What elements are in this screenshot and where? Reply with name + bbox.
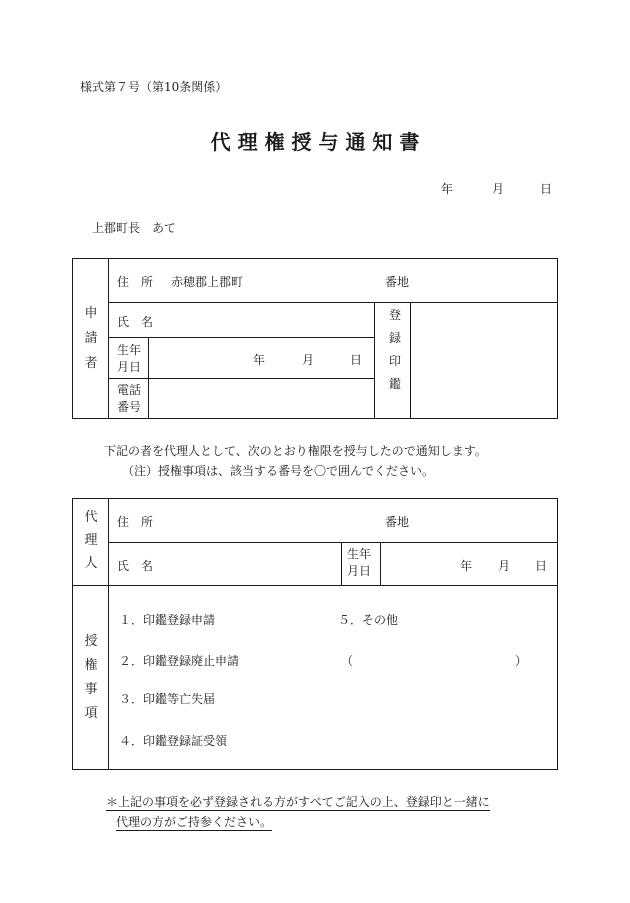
applicant-section-char: 者 — [84, 356, 98, 371]
applicant-address-label: 住 所 — [117, 275, 154, 289]
agent-banchi-label: 番地 — [385, 515, 410, 529]
authority-item: ２．印鑑登録廃止申請 — [119, 654, 240, 668]
agent-section-char: 代 — [84, 510, 98, 525]
authority-item: ３．印鑑等亡失届 — [119, 692, 216, 706]
authority-section-char: 項 — [84, 706, 98, 721]
footer-note-line-2 — [116, 813, 272, 830]
seal-label-char: 印 — [388, 354, 401, 368]
agent-table — [72, 498, 558, 770]
page-title: 代 理 権 授 与 通 知 書 — [210, 130, 420, 154]
seal-label-char: 録 — [388, 331, 401, 345]
applicant-birth-month: 月 — [302, 353, 315, 367]
authority-section-char: 事 — [84, 682, 98, 697]
authority-section-label — [83, 635, 99, 720]
applicant-table — [72, 258, 558, 419]
authority-item: １．印鑑登録申請 — [119, 613, 216, 627]
birth-label-line: 生年 — [117, 343, 142, 357]
agent-birth-day: 日 — [535, 559, 548, 573]
agent-birth-year: 年 — [460, 559, 473, 573]
applicant-banchi-label: 番地 — [385, 275, 410, 289]
agent-section-char: 人 — [84, 556, 98, 571]
applicant-birth-year: 年 — [253, 353, 266, 367]
agent-birth-month: 月 — [498, 559, 511, 573]
applicant-address-value: 赤穂郡上郡町 — [171, 275, 244, 289]
addressee: 上郡町長 あて — [92, 221, 177, 235]
date-year-label: 年 — [441, 182, 454, 196]
authority-section-char: 権 — [84, 658, 98, 673]
footer-note-text: ＊上記の事項を必ず登録される方がすべてご記入の上、登録印と一緒に — [106, 795, 490, 809]
birth-label-line: 生年 — [347, 547, 372, 561]
agent-birth-label — [347, 546, 371, 580]
applicant-phone-label — [117, 382, 141, 416]
birth-label-line: 月日 — [347, 564, 372, 578]
applicant-section-char: 請 — [84, 331, 98, 346]
agent-address-label: 住 所 — [117, 515, 154, 529]
form-number-label: 様式第７号（第10条関係） — [80, 80, 228, 94]
agent-section-label — [83, 511, 99, 570]
applicant-birth-label — [117, 342, 141, 376]
authority-item: ４．印鑑登録証受領 — [119, 734, 228, 748]
registered-seal-label — [385, 309, 405, 390]
applicant-name-label: 氏 名 — [117, 315, 154, 329]
birth-label-line: 月日 — [117, 360, 142, 374]
footer-note-line-1 — [106, 793, 490, 810]
phone-label-line: 電話 — [117, 383, 142, 397]
statement-text: 下記の者を代理人として、次のとおり権限を授与したので通知します。 — [104, 444, 487, 458]
note-text: （注）授権事項は、該当する番号を〇で囲んでください。 — [122, 464, 435, 478]
applicant-section-char: 申 — [84, 306, 98, 321]
footer-note-text: 代理の方がご持参ください。 — [116, 815, 273, 829]
phone-label-line: 番号 — [117, 400, 142, 414]
agent-name-label: 氏 名 — [117, 559, 154, 573]
authority-section-char: 授 — [84, 634, 98, 649]
date-month-label: 月 — [492, 182, 505, 196]
applicant-birth-day: 日 — [350, 353, 363, 367]
other-paren-open: （ — [341, 654, 354, 668]
agent-section-char: 理 — [84, 533, 98, 548]
applicant-section-label — [83, 307, 99, 370]
seal-label-char: 登 — [388, 308, 401, 322]
authority-other-item: ５．その他 — [338, 613, 399, 627]
date-day-label: 日 — [540, 182, 553, 196]
seal-label-char: 鑑 — [388, 377, 401, 391]
other-paren-close: ） — [515, 654, 528, 668]
